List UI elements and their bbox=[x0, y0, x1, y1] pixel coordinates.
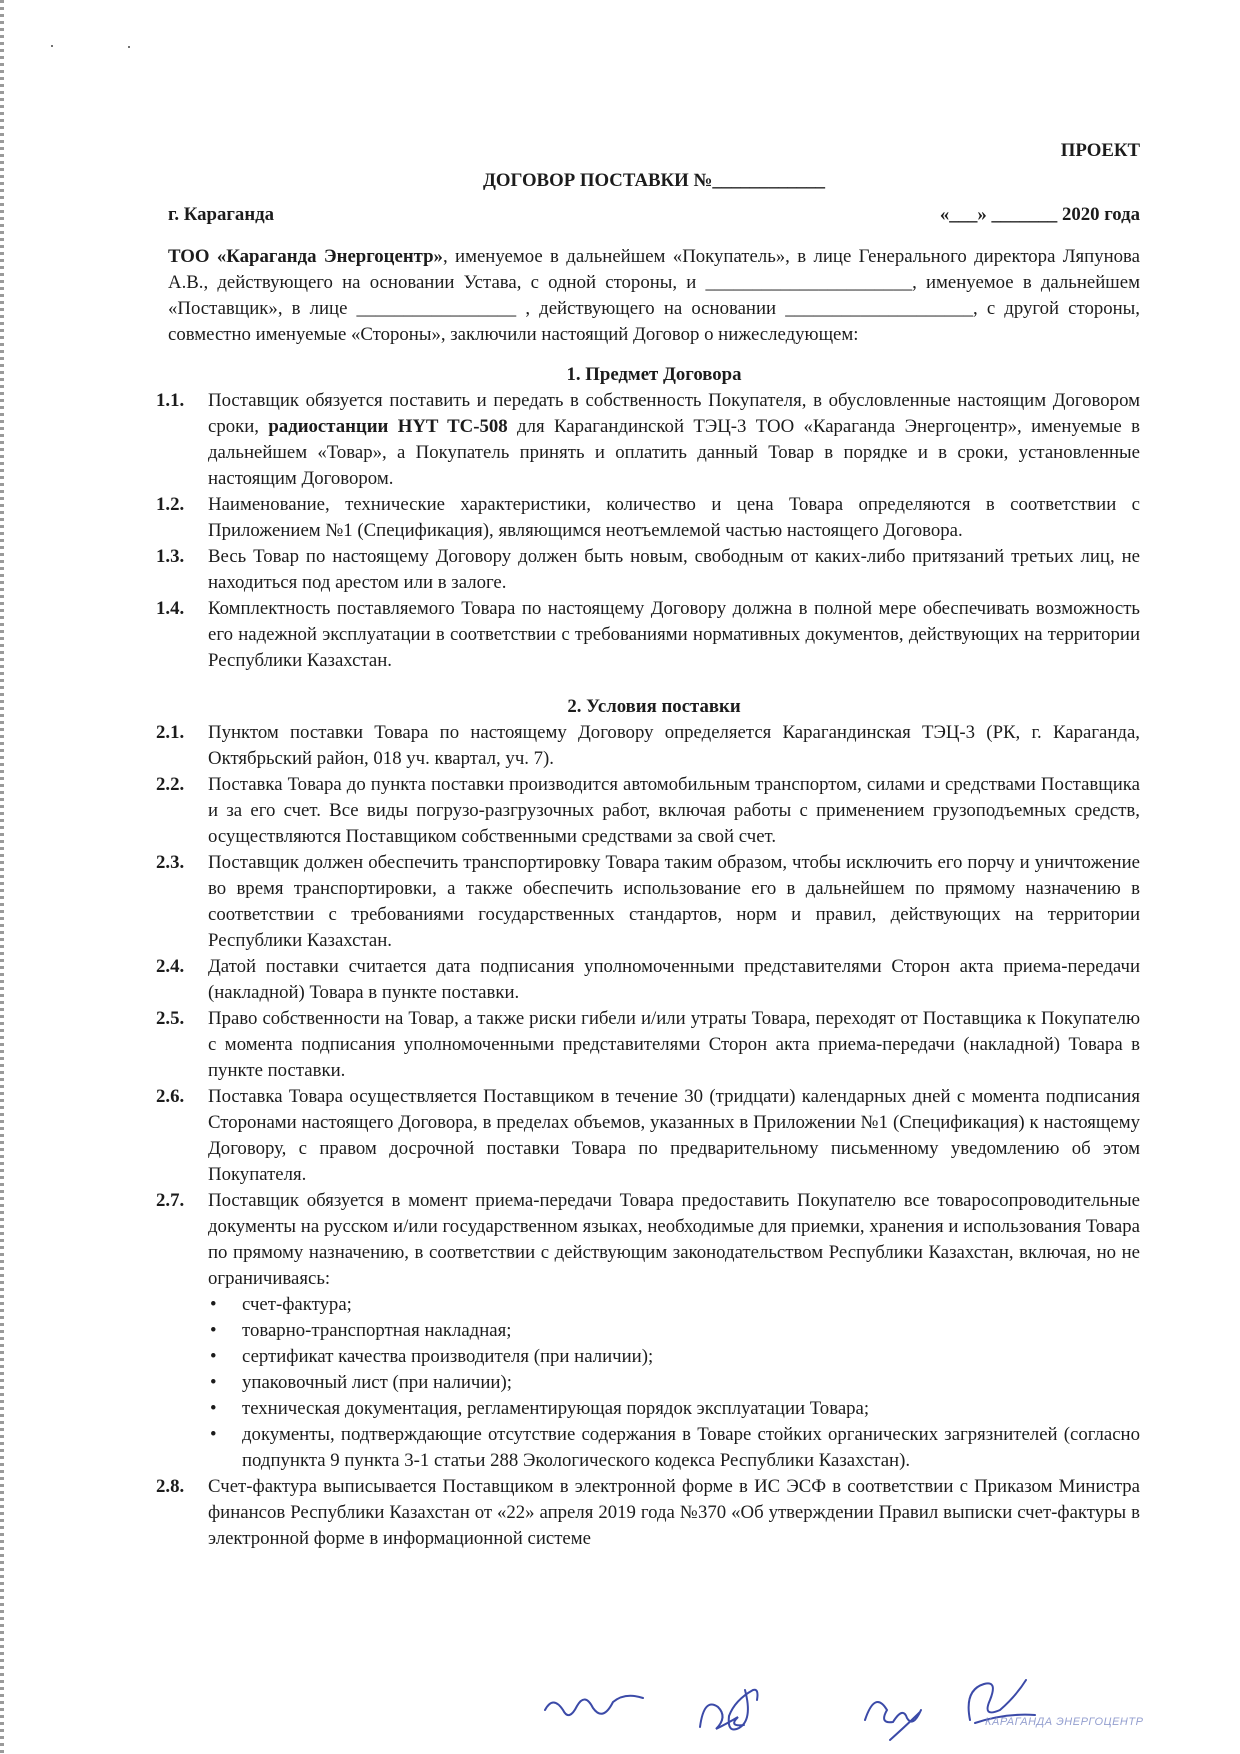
clause-2-1 bbox=[156, 720, 1140, 772]
clause-text: Наименование, технические характеристики, количество и цена Товара определяются в соответствии с Приложением №1 (Спецификация), являющимся неотъемлемой частью настоящего Договора. bbox=[208, 494, 1140, 541]
clause-1-4 bbox=[156, 596, 1140, 674]
clause-text: Право собственности на Товар, а также риски гибели и/или утраты Товара, переходят от Поставщика к Покупателю с момента подписания уполномоченными представителями Сторон акта приема-передачи (накладной) Товара в пункте поставки. bbox=[208, 1008, 1140, 1081]
list-item: • счет-фактура; bbox=[210, 1292, 1140, 1318]
clause-2-8 bbox=[156, 1474, 1140, 1552]
list-item: • сертификат качества производителя (при наличии); bbox=[210, 1344, 1140, 1370]
clause-number: 1.2. bbox=[156, 494, 185, 515]
product-name: радиостанции HYT TC-508 bbox=[268, 416, 508, 437]
clause-number: 1.4. bbox=[156, 598, 185, 619]
signature-1 bbox=[545, 1696, 643, 1715]
document-page bbox=[156, 138, 1140, 1552]
scan-edge bbox=[0, 0, 4, 1754]
clause-2-3 bbox=[156, 850, 1140, 954]
clause-number: 2.7. bbox=[156, 1190, 185, 1211]
signatures bbox=[530, 1665, 1170, 1745]
clause-number: 2.6. bbox=[156, 1086, 185, 1107]
clause-text: Весь Товар по настоящему Договору должен быть новым, свободным от каких-либо притязаний третьих лиц, не находиться под арестом или в залоге. bbox=[208, 546, 1140, 593]
city: г. Караганда bbox=[168, 204, 275, 225]
clause-text bbox=[208, 388, 1140, 492]
list-item: • упаковочный лист (при наличии); bbox=[210, 1370, 1140, 1396]
clause-1-3 bbox=[156, 544, 1140, 596]
clause-number: 2.1. bbox=[156, 722, 185, 743]
clause-number: 2.3. bbox=[156, 852, 185, 873]
clause-number: 2.4. bbox=[156, 956, 185, 977]
list-item: • документы, подтверждающие отсутствие содержания в Товаре стойких органических загрязнителей (согласно подпункта 9 пункта 3-1 статьи 288 Экологического кодекса Республики Казахстан). bbox=[210, 1422, 1140, 1474]
clause-number: 1.3. bbox=[156, 546, 185, 567]
section-heading-2: 2. Условия поставки bbox=[567, 696, 741, 717]
city-date-row bbox=[168, 202, 1140, 228]
clause-2-4 bbox=[156, 954, 1140, 1006]
clause-text: Поставщик обязуется в момент приема-передачи Товара предоставить Покупателю все товаросопроводительные документы на русском и/или государственном языках, необходимые для приемки, хранения и использования Товара по прямому назначению, в соответствии с действующим законодательством Республики Казахстан, включая, но не ограничиваясь: bbox=[208, 1190, 1140, 1289]
signature-3 bbox=[865, 1702, 921, 1740]
clause-text: Поставка Товара до пункта поставки производится автомобильным транспортом, силами и средствами Поставщика и за его счет. Все виды погрузо-разгрузочных работ, включая работы с применением грузоподъемных средств, осуществляются Поставщиком собственными средствами за свой счет. bbox=[208, 774, 1140, 847]
clause-1-2 bbox=[156, 492, 1140, 544]
company-stamp: КАРАГАНДА ЭНЕРГОЦЕНТР bbox=[985, 1716, 1144, 1728]
clause-number: 2.8. bbox=[156, 1476, 185, 1497]
scan-speck bbox=[51, 45, 53, 47]
contract-date: «___» _______ 2020 года bbox=[939, 204, 1140, 225]
clause-text-part: Поставщик обязуется поставить и передать в собственность Покупателя, в обусловленные настоящим Договором сроки, bbox=[208, 390, 1140, 437]
draft-label: ПРОЕКТ bbox=[1060, 140, 1140, 161]
signature-2 bbox=[700, 1690, 758, 1730]
section-heading-1: 1. Предмет Договора bbox=[566, 364, 742, 385]
clause-text: Комплектность поставляемого Товара по настоящему Договору должна в полной мере обеспечивать возможность его надежной эксплуатации в соответствии с требованиями нормативных документов, действующих на территории Республики Казахстан. bbox=[208, 598, 1140, 671]
clause-2-2 bbox=[156, 772, 1140, 850]
clause-text: Поставка Товара осуществляется Поставщиком в течение 30 (тридцати) календарных дней с момента подписания Сторонами настоящего Договора, в пределах объемов, указанных в Приложении №1 (Спецификация) к настоящему Договору, с правом досрочной поставки Товара по предварительному письменному уведомлению об этом Покупателя. bbox=[208, 1086, 1140, 1185]
document-list bbox=[168, 1292, 1140, 1474]
clause-number: 1.1. bbox=[156, 390, 185, 411]
preamble-text: , именуемое в дальнейшем «Покупатель», в лице Генерального директора Ляпунова А.В., действующего на основании Устава, с одной стороны, и ______________________, именуемое в дальнейшем «Поставщик», в лице _________________ , действующего на основании ____________________, с другой стороны, совместно именуемые «Стороны», заключили настоящий Договор о нижеследующем: bbox=[168, 246, 1140, 345]
scan-speck bbox=[128, 46, 130, 48]
clause-number: 2.5. bbox=[156, 1008, 185, 1029]
document-title: ДОГОВОР ПОСТАВКИ №____________ bbox=[482, 170, 826, 191]
clause-text: Пунктом поставки Товара по настоящему Договору определяется Карагандинская ТЭЦ-3 (РК, г. Караганда, Октябрьский район, 018 уч. квартал, уч. 7). bbox=[208, 722, 1140, 769]
list-item: • техническая документация, регламентирующая порядок эксплуатации Товара; bbox=[210, 1396, 1140, 1422]
list-item: • товарно-транспортная накладная; bbox=[210, 1318, 1140, 1344]
clause-number: 2.2. bbox=[156, 774, 185, 795]
clause-2-6 bbox=[156, 1084, 1140, 1188]
clause-text: Поставщик должен обеспечить транспортировку Товара таким образом, чтобы исключить его порчу и уничтожение во время транспортировки, а также обеспечить использование его в дальнейшем по прямому назначению в соответствии с требованиями государственных стандартов, норм и правил, действующих на территории Республики Казахстан. bbox=[208, 852, 1140, 951]
clause-2-5 bbox=[156, 1006, 1140, 1084]
clause-1-1 bbox=[156, 388, 1140, 492]
clause-2-7 bbox=[156, 1188, 1140, 1292]
clause-text: Датой поставки считается дата подписания уполномоченными представителями Сторон акта приема-передачи (накладной) Товара в пункте поставки. bbox=[208, 956, 1140, 1003]
clause-text-part: для Карагандинской ТЭЦ-3 ТОО «Караганда Энергоцентр», именуемые в дальнейшем «Товар», а Покупатель принять и оплатить данный Товар в порядке и в сроки, установленные настоящим Договором. bbox=[208, 416, 1140, 489]
clause-text: Счет-фактура выписывается Поставщиком в электронной форме в ИС ЭСФ в соответствии с Приказом Министра финансов Республики Казахстан от «22» апреля 2019 года №370 «Об утверждении Правил выписки счет-фактуры в электронной форме в информационной системе bbox=[208, 1476, 1140, 1549]
buyer-name: ТОО «Караганда Энергоцентр» bbox=[168, 246, 443, 267]
preamble bbox=[168, 244, 1140, 348]
